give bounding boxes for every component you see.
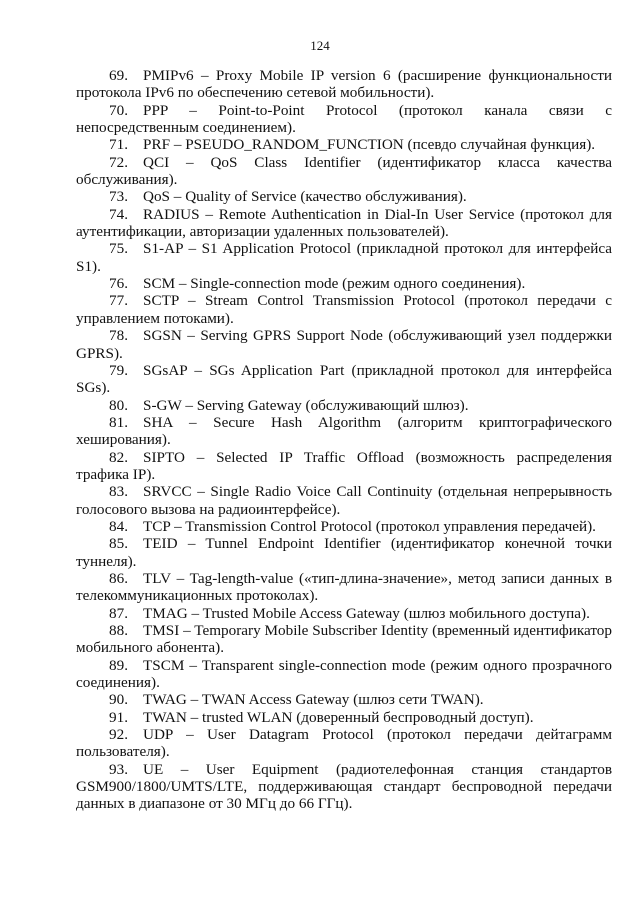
item-text: TEID – Tunnel Endpoint Identifier (идентификатор конечной точки туннеля).	[76, 535, 612, 570]
list-item	[76, 240, 612, 275]
list-item	[76, 449, 612, 484]
item-text: SRVCC – Single Radio Voice Call Continuity (отдельная непрерывность голосового вызова на радиоинтерфейсе).	[76, 483, 612, 518]
item-text: TMSI – Temporary Mobile Subscriber Identity (временный идентификатор мобильного абонента).	[76, 622, 612, 657]
item-text: QoS – Quality of Service (качество обслуживания).	[143, 188, 467, 206]
item-text: S1-AP – S1 Application Protocol (прикладной протокол для интерфейса S1).	[76, 240, 612, 275]
list-item	[76, 535, 612, 570]
item-text: QCI – QoS Class Identifier (идентификатор класса качества обслуживания).	[76, 153, 612, 189]
item-number: 81.	[109, 413, 128, 431]
item-text: PMIPv6 – Proxy Mobile IP version 6 (расширение функциональности протокола IPv6 по обеспечению сетевой мобильности).	[76, 67, 612, 102]
list-item	[76, 67, 612, 102]
item-number: 80.	[109, 396, 128, 414]
item-text: TSCM – Transparent single-connection mode (режим одного прозрачного соединения).	[76, 656, 612, 692]
list-item	[76, 726, 612, 761]
list-item	[76, 102, 612, 137]
item-number: 90.	[109, 691, 128, 709]
item-number: 89.	[109, 656, 128, 674]
list-item	[76, 136, 612, 153]
item-number: 71.	[109, 136, 128, 154]
list-item	[76, 691, 612, 708]
item-number: 75.	[109, 240, 128, 258]
item-text: SCM – Single-connection mode (режим одного соединения).	[143, 275, 526, 293]
list-item	[76, 518, 612, 535]
item-text: RADIUS – Remote Authentication in Dial-In User Service (протокол для аутентификации, авторизации удаленных пользователей).	[76, 205, 612, 241]
list-item	[76, 362, 612, 397]
list-item	[76, 622, 612, 657]
item-number: 76.	[109, 275, 128, 293]
item-number: 93.	[109, 760, 128, 778]
item-text: SGsAP – SGs Application Part (прикладной протокол для интерфейса SGs).	[76, 361, 612, 397]
item-number: 73.	[109, 188, 128, 206]
list-item	[76, 206, 612, 241]
item-text: TCP – Transmission Control Protocol (протокол управления передачей).	[143, 517, 596, 535]
list-item	[76, 154, 612, 189]
item-number: 88.	[109, 622, 128, 639]
item-number: 78.	[109, 327, 128, 345]
page-number: 124	[310, 38, 330, 53]
item-text: PRF – PSEUDO_RANDOM_FUNCTION (псевдо случайная функция).	[143, 136, 596, 154]
abbreviation-list	[76, 67, 612, 813]
item-text: S-GW – Serving Gateway (обслуживающий шлюз).	[143, 396, 469, 414]
item-text: UE – User Equipment (радиотелефонная станция стандартов GSM900/1800/UMTS/LTE, поддерживающая стандарт беспроводной передачи данных в диапазоне от 30 МГц до 66 ГГц).	[76, 760, 612, 813]
list-item	[76, 483, 612, 518]
item-number: 74.	[109, 205, 128, 223]
list-item	[76, 292, 612, 327]
list-item	[76, 327, 612, 362]
item-number: 86.	[109, 569, 128, 587]
item-number: 83.	[109, 483, 128, 501]
item-text: PPP – Point-to-Point Protocol (протокол канала связи с непосредственным соединением).	[76, 101, 612, 137]
list-item	[76, 397, 612, 414]
item-number: 77.	[109, 292, 128, 310]
item-number: 79.	[109, 361, 128, 379]
item-text: UDP – User Datagram Protocol (протокол передачи дейтаграмм пользователя).	[76, 726, 612, 761]
list-item	[76, 570, 612, 605]
item-number: 70.	[109, 101, 128, 119]
item-text: TWAN – trusted WLAN (доверенный беспроводный доступ).	[143, 708, 534, 726]
list-item	[76, 657, 612, 692]
list-item	[76, 275, 612, 292]
item-number: 82.	[109, 448, 128, 466]
item-number: 84.	[109, 517, 128, 535]
list-item	[76, 709, 612, 726]
item-text: TWAG – TWAN Access Gateway (шлюз сети TWAN).	[143, 691, 484, 709]
item-number: 85.	[109, 535, 128, 553]
item-number: 72.	[109, 153, 128, 171]
item-number: 92.	[109, 726, 128, 744]
item-text: SCTP – Stream Control Transmission Protocol (протокол передачи с управлением потоками).	[76, 292, 612, 327]
item-text: TMAG – Trusted Mobile Access Gateway (шлюз мобильного доступа).	[143, 604, 590, 622]
list-item	[76, 414, 612, 449]
list-item	[76, 605, 612, 622]
item-text: SHA – Secure Hash Algorithm (алгоритм криптографического хеширования).	[76, 413, 612, 449]
item-text: SIPTO – Selected IP Traffic Offload (возможность распределения трафика IP).	[76, 448, 612, 483]
item-number: 69.	[109, 67, 128, 84]
item-text: TLV – Tag-length-value («тип-длина-значение», метод записи данных в телекоммуникационных протоколах).	[76, 569, 612, 605]
list-item	[76, 188, 612, 205]
item-number: 91.	[109, 708, 128, 726]
item-text: SGSN – Serving GPRS Support Node (обслуживающий узел поддержки GPRS).	[76, 327, 612, 362]
item-number: 87.	[109, 604, 128, 622]
list-item	[76, 761, 612, 813]
